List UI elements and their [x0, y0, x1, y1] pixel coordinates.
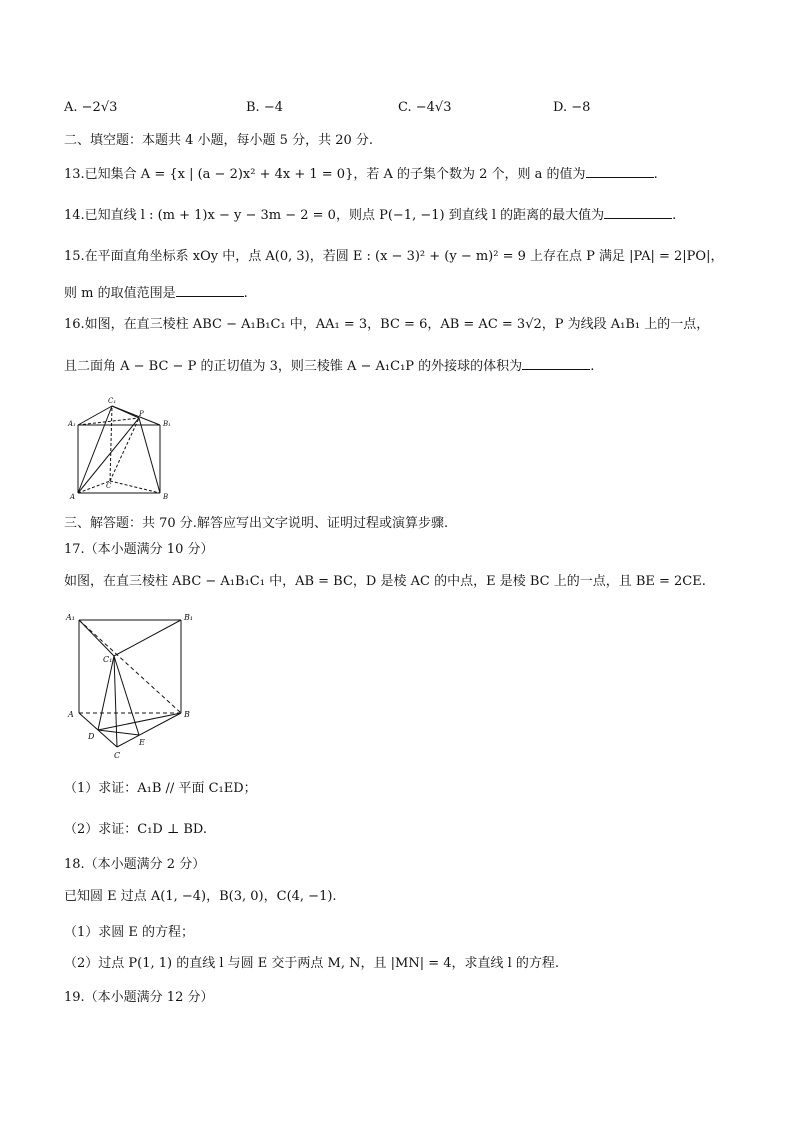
edge-a1b — [79, 620, 181, 713]
q15-text: 则 m 的取值范围是 — [64, 286, 176, 301]
edge-cb — [117, 713, 181, 747]
q18-stem: 已知圆 E 过点 A(1, −4)，B(3, 0)，C(4, −1). — [64, 889, 337, 904]
edge-c1d — [98, 656, 114, 730]
label-b: B — [163, 493, 169, 501]
section2-header: 二、填空题：本题共 4 小题，每小题 5 分，共 20 分. — [64, 133, 374, 148]
q17-part1: （1）求证：A₁B // 平面 C₁ED； — [64, 781, 257, 796]
q18-part2: （2）过点 P(1, 1) 的直线 l 与圆 E 交于两点 M, N，且 |MN| = 4，求直线 l 的方程. — [64, 956, 560, 971]
label-c: C — [106, 482, 112, 490]
figure-q17 — [62, 608, 202, 763]
q19-title: 19.（本小题满分 12 分） — [64, 990, 214, 1005]
answer-blank — [522, 357, 590, 370]
q17-part2: （2）求证：C₁D ⊥ BD. — [64, 822, 207, 837]
label-p: P — [139, 410, 144, 418]
section3-header: 三、解答题：共 70 分.解答应写出文字说明、证明过程或演算步骤. — [64, 516, 449, 531]
label-a: A — [68, 710, 74, 719]
question-15-line2 — [64, 284, 248, 303]
edge-cc1 — [110, 406, 112, 481]
option-d: D. −8 — [553, 100, 591, 115]
label-a1: A₁ — [68, 420, 76, 428]
option-b: B. −4 — [246, 100, 283, 115]
label-b1: B₁ — [184, 613, 194, 622]
edge-c1e — [114, 656, 139, 735]
q13-text: 13.已知集合 A = {x | (a − 2)x² + 4x + 1 = 0}，若 A 的子集个数为 2 个，则 a 的值为 — [64, 167, 586, 182]
q14-end: . — [672, 208, 677, 223]
option-c: C. −4√3 — [398, 100, 452, 115]
q17-stem: 如图，在直三棱柱 ABC − A₁B₁C₁ 中，AB = BC，D 是棱 AC 的中点，E 是棱 BC 上的一点，且 BE = 2CE. — [64, 574, 706, 589]
answer-blank — [586, 165, 654, 178]
edge-a1c1 — [78, 406, 112, 425]
label-c1: C₁ — [108, 397, 117, 405]
label-d: D — [88, 732, 95, 741]
edge-cb — [110, 481, 160, 493]
edge-cc1 — [114, 656, 117, 747]
q18-part1: （1）求圆 E 的方程； — [64, 925, 195, 940]
label-c1: C₁ — [103, 655, 113, 664]
label-a1: A₁ — [66, 613, 75, 622]
edge-ac1 — [78, 406, 112, 493]
q14-text: 14.已知直线 l : (m + 1)x − y − 3m − 2 = 0，则点 P(−1, −1) 到直线 l 的距离的最大值为 — [64, 208, 605, 223]
option-a: A. −2√3 — [64, 100, 118, 115]
answer-blank — [176, 284, 244, 297]
answer-blank — [604, 206, 672, 219]
question-15-line1: 15.在平面直角坐标系 xOy 中，点 A(0, 3)，若圆 E : (x − 3)² + (y − m)² = 9 上存在点 P 满足 |PA| = 2|PO|， — [64, 249, 724, 264]
label-b: B — [184, 710, 190, 719]
label-b1: B₁ — [163, 420, 171, 428]
question-16-line2 — [64, 357, 594, 376]
edge-c1p — [112, 406, 139, 418]
edge-de — [98, 730, 139, 735]
figure-q16 — [62, 392, 182, 504]
question-14 — [64, 206, 676, 225]
q17-title: 17.（本小题满分 10 分） — [64, 542, 214, 557]
q13-end: . — [653, 167, 658, 182]
edge-cp — [110, 418, 139, 481]
q15-end: . — [243, 286, 248, 301]
q16-end: . — [590, 359, 595, 374]
label-a: A — [70, 493, 76, 501]
question-16-line1: 16.如图，在直三棱柱 ABC − A₁B₁C₁ 中，AA₁ = 3，BC = 6，AB = AC = 3√2，P 为线段 A₁B₁ 上的一点， — [64, 317, 710, 332]
q16-text: 且二面角 A − BC − P 的正切值为 3，则三棱锥 A − A₁C₁P 的外接球的体积为 — [64, 359, 523, 374]
edge-pb — [139, 418, 160, 493]
question-13 — [64, 165, 658, 184]
edge-c1b1 — [114, 620, 181, 656]
label-e: E — [139, 738, 145, 747]
label-c: C — [114, 751, 121, 760]
edge-a1p — [78, 418, 139, 425]
q18-title: 18.（本小题满分 2 分） — [64, 857, 206, 872]
edge-db — [98, 713, 181, 730]
